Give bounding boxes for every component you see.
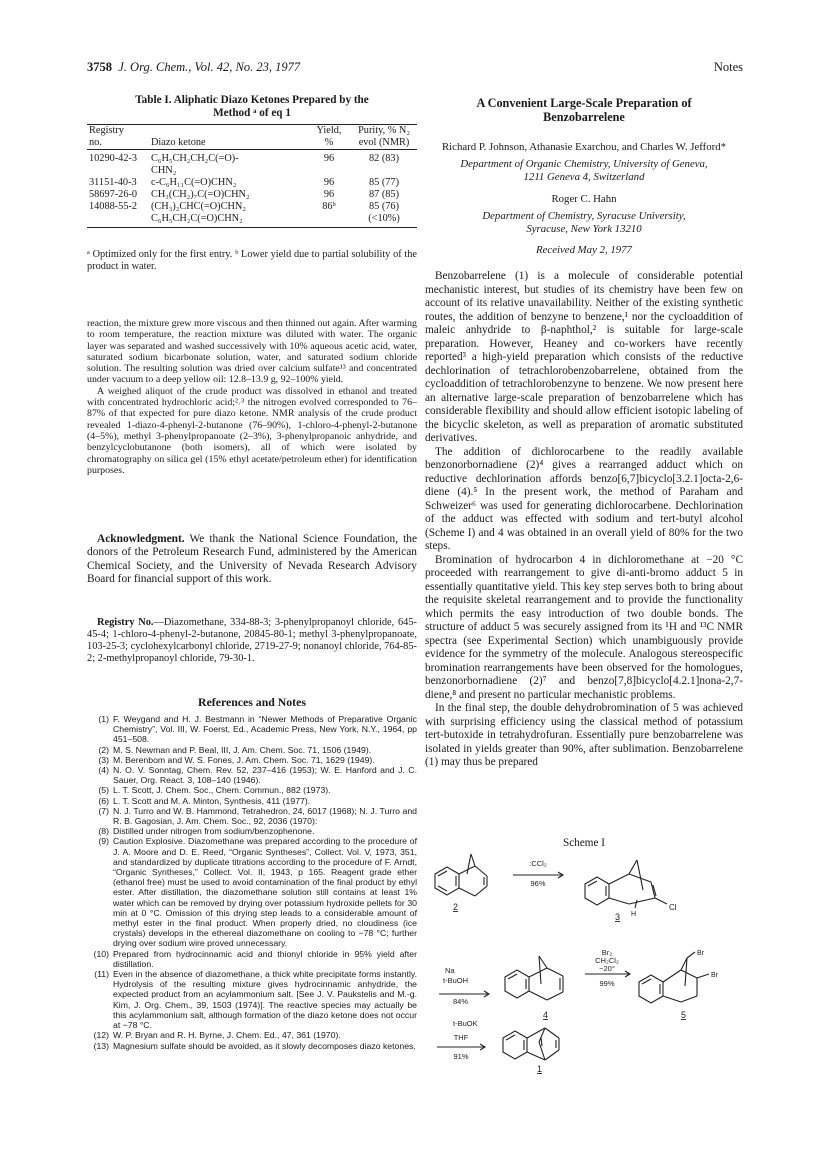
reference-text: L. T. Scott and M. A. Minton, Synthesis, 411 (1977). bbox=[113, 795, 311, 806]
registry-cell: 10290-42-3 bbox=[89, 153, 138, 164]
reference-number: (11) bbox=[94, 969, 109, 980]
col-header-yield-unit: % bbox=[307, 137, 351, 150]
yield-label: 99% bbox=[599, 979, 615, 988]
reference-text: Magnesium sulfate should be avoided, as it slowly decomposes diazo ketones. bbox=[113, 1040, 416, 1051]
purity-cell bbox=[351, 165, 417, 177]
structure-4 bbox=[505, 956, 563, 1000]
compound-label-1: 1 bbox=[537, 1064, 543, 1074]
journal-citation: J. Org. Chem., Vol. 42, No. 23, 1977 bbox=[118, 60, 301, 74]
reference-text: Caution Explosive. Diazomethane was prepared according to the procedure of J. A. Moore and D. E. Reed, “Organic Syntheses”, Collect. Vol. V, 1973, 351, and standardized by duplicate titrations according to the procedure of F. Arndt, “Organic Syntheses,” Collect. Vol. II, 1943, p 165. Reagent grade ether (ethanol free) must be used to avoid contamination of the final product by ethyl ester. After distillation, the diazomethane solution still contains at least 1% water which can be removed by drying over potassium hydroxide pellets for 30 min at 0 °C. Omission of this drying step leads to a considerable amount of methyl ester in the final product. When properly dried, no cloudiness (ice crystals) develops in the ethereal diazomethane on cooling to −78 °C; further drying over sodium wire proved unnecessary. bbox=[113, 836, 417, 949]
purity-cell: (<10%) bbox=[351, 213, 417, 228]
reference-item bbox=[87, 806, 417, 826]
reagent-label: :CCl₂ bbox=[529, 859, 547, 868]
table-row bbox=[87, 213, 417, 228]
table-title-line1: Table I. Aliphatic Diazo Ketones Prepared by the bbox=[135, 94, 369, 106]
purity-cell: 85 (76) bbox=[368, 201, 400, 212]
reference-number: (8) bbox=[98, 826, 109, 837]
paragraph: reaction, the mixture grew more viscous and then thinned out again. After warming to room temperature, the reaction mixture was diluted with water. The organic layer was separated and washed successively with 10% aqueous acetic acid, water, saturated sodium bicarbonate solution, water, and saturated sodium chloride solution. The resulting solution was dried over calcium sulfate¹³ and concentrated under vacuum to a deep yellow oil: 12.8–13.9 g, 92–100% yield. bbox=[87, 318, 417, 386]
table-row bbox=[87, 189, 417, 201]
yield-label: 84% bbox=[453, 997, 469, 1006]
purity-cell: 85 (77) bbox=[368, 177, 400, 188]
structure-3 bbox=[585, 860, 667, 908]
reference-item bbox=[87, 969, 417, 1030]
registry-text: —Diazomethane, 334-88-3; 3-phenylpropanoyl chloride, 645-45-4; 1-chloro-4-phenyl-2-butanone, 20845-80-1; methyl 3-phenylpropanoate, 103-25-3; cyclohexylcarbonyl chloride, 2719-27-9; nonanoyl chloride, 764-85-2; 2-methylpropanoyl chloride, 79-30-1. bbox=[87, 617, 417, 664]
chloro-label: Cl bbox=[669, 903, 677, 912]
references-list bbox=[87, 714, 417, 1051]
reference-number: (3) bbox=[98, 754, 109, 765]
reference-number: (2) bbox=[98, 744, 109, 755]
table-footnote: ᵃ Optimized only for the first entry. ᵇ Lower yield due to partial solubility of the product in water. bbox=[87, 249, 417, 272]
reference-number: (6) bbox=[98, 795, 109, 806]
reference-number: (10) bbox=[93, 948, 109, 959]
reference-number: (4) bbox=[98, 765, 109, 776]
reference-item bbox=[87, 755, 417, 765]
registry-label: Registry No. bbox=[97, 617, 154, 628]
reference-item bbox=[87, 714, 417, 745]
registry-cell: 58697-26-0 bbox=[89, 189, 138, 200]
ketone-cell: CHN₂ bbox=[151, 165, 177, 176]
diazo-ketones-table bbox=[87, 124, 417, 228]
section-label: Notes bbox=[713, 60, 743, 74]
reference-text: Prepared from hydrocinnamic acid and thionyl chloride in 95% yield after distillation. bbox=[113, 948, 417, 969]
reference-item bbox=[87, 949, 417, 969]
yield-label: 91% bbox=[453, 1052, 469, 1061]
ketone-cell: c-C₆H₁₁C(=O)CHN₂ bbox=[151, 177, 237, 188]
col-header-ketone: Diazo ketone bbox=[149, 137, 307, 150]
compound-label-3: 3 bbox=[615, 912, 621, 922]
acknowledgment bbox=[87, 533, 417, 587]
table-row bbox=[87, 150, 417, 166]
reference-item bbox=[87, 1041, 417, 1051]
yield-label: 96% bbox=[530, 879, 546, 888]
yield-cell: 96 bbox=[323, 177, 335, 188]
compound-label-5: 5 bbox=[681, 1010, 687, 1020]
reference-text: W. P. Bryan and R. H. Byrne, J. Chem. Ed., 47, 361 (1970). bbox=[113, 1030, 341, 1041]
col-header-yield: Yield, bbox=[307, 125, 351, 138]
col-header-ketone-spacer bbox=[149, 125, 307, 138]
reference-item bbox=[87, 836, 417, 948]
paragraph: The addition of dichlorocarbene to the readily available benzonorbornadiene (2)⁴ gives a rearranged adduct which on reductive dechlorination affords benzo[6,7]bicyclo[3.2.1]octa-2,6-diene (4).⁵ In the present work, the method of Paraham and Schweizer⁶ was used for generating dichlorocarbene. Dechlorination of the adduct was effected with sodium and tert-butyl alcohol (Scheme I) and 4 was obtained in an overall yield of 80% for the two steps. bbox=[425, 445, 743, 552]
reference-text: M. Berenbom and W. S. Fones, J. Am. Chem. Soc. 71, 1629 (1949). bbox=[113, 754, 375, 765]
registry-cell bbox=[87, 213, 149, 228]
reagent-label: t-BuOK bbox=[453, 1019, 478, 1028]
reference-text: Distilled under nitrogen from sodium/benzophenone. bbox=[113, 826, 315, 837]
ketone-cell: (CH₃)₂CHC(=O)CHN₂ bbox=[151, 201, 246, 212]
paragraph: Bromination of hydrocarbon 4 in dichloromethane at −20 °C proceeded with rearrangement to give di-anti-bromo adduct 5 in essentially quantitative yield. This key step serves both to bring about the requisite skeletal rearrangement and to provide the functionality which permits the easy introduction of two double bonds. The structure of adduct 5 was securely assigned from its ¹H and ¹³C NMR spectra (see Experimental Section) which unambiguously provide evidence for the symmetry of the molecule. Analogous stereospecific bromination rearrangements have been observed for the homologues, benzonorbornadiene (2)⁷ and benzo[7,8]bicyclo[4.2.1]nona-2,7-diene,⁸ and present no particular mechanistic problems. bbox=[425, 553, 743, 701]
col-header-registry: Registry bbox=[87, 125, 149, 138]
reference-number: (5) bbox=[98, 785, 109, 796]
structure-2 bbox=[435, 854, 487, 896]
reference-text: Even in the absence of diazomethane, a thick white precipitate forms instantly. Hydrolysis of the resulting mixture gives hydrocinnamic anhydride, the expected product from an acylammonium salt. [See J. V. Paukstelis and M.-g. Kim, J. Org. Chem., 39, 1503 (1974)]. The reactive species may actually be this acylammonium salt, although formation of the diazo ketone does not occur at −78 °C. bbox=[113, 969, 417, 1031]
reference-item bbox=[87, 826, 417, 836]
affiliation-line: 1211 Geneva 4, Switzerland bbox=[523, 170, 645, 183]
table-header-row bbox=[87, 137, 417, 150]
acknowledgment-text: We thank the National Science Foundation, the donors of the Petroleum Research Fund, administered by the American Chemical Society, and the University of Nevada Research Advisory Board for financial support of this work. bbox=[87, 533, 417, 586]
paragraph: Benzobarrelene (1) is a molecule of considerable potential mechanistic interest, but studies of its chemistry have been few on account of its relative unavailability. Neither of the existing synthetic routes, the addition of benzyne to benzene,¹ nor the cycloaddition of maleic anhydride to β-naphthol,² is suitable for large-scale preparation. However, Heaney and co-workers have recently reported³ a high-yield preparation which consists of the reductive dechlorination of tetrachlorobenzobarrelene, obtained from the cycloaddition of tetrachlorobenzyne to benzene. We now present here an alternative large-scale preparation of benzobarrelene which has considerable flexibility and should allow efficient isotopic labeling of the bicyclic skeleton, as well as preparation of aromatic substituted derivatives. bbox=[425, 270, 743, 444]
affiliation-line: Department of Chemistry, Syracuse University, bbox=[482, 210, 686, 222]
second-author: Roger C. Hahn bbox=[551, 193, 617, 205]
reference-item bbox=[87, 765, 417, 785]
bromo-label: Br bbox=[711, 972, 718, 979]
registry-numbers bbox=[87, 617, 417, 665]
reference-item bbox=[87, 745, 417, 755]
ketone-cell: C₆H₅CH₂C(=O)CHN₂ bbox=[149, 213, 307, 228]
table-title-line2: Method ᵃ of eq 1 bbox=[213, 107, 291, 119]
experimental-text bbox=[87, 318, 417, 476]
affiliation-line: Syracuse, New York 13210 bbox=[526, 222, 642, 235]
registry-cell: 14088-55-2 bbox=[89, 201, 138, 212]
hydrogen-label: H bbox=[631, 911, 637, 918]
references-heading: References and Notes bbox=[198, 695, 306, 709]
table-title bbox=[87, 94, 417, 120]
reference-number: (1) bbox=[98, 714, 109, 724]
reagent-label: CH₂Cl₂ bbox=[595, 956, 619, 965]
reference-number: (7) bbox=[98, 805, 109, 816]
registry-cell bbox=[87, 165, 149, 177]
compound-label-4: 4 bbox=[543, 1010, 549, 1020]
scheme-title: Scheme I bbox=[563, 837, 605, 849]
reference-item bbox=[87, 785, 417, 795]
reference-item bbox=[87, 796, 417, 806]
reagent-label: Br₂ bbox=[601, 948, 613, 957]
yield-cell bbox=[307, 213, 351, 228]
col-header-purity-method: evol (NMR) bbox=[351, 137, 417, 150]
col-header-registry-no: no. bbox=[87, 137, 149, 150]
ketone-cell: C₆H₅CH₂CH₂C(=O)- bbox=[151, 153, 239, 164]
reagent-label: t-BuOH bbox=[443, 976, 469, 985]
registry-cell: 31151-40-3 bbox=[89, 177, 137, 188]
received-date: Received May 2, 1977 bbox=[536, 244, 632, 256]
running-header-left bbox=[87, 60, 300, 75]
table-row bbox=[87, 165, 417, 177]
affiliation-geneva bbox=[425, 158, 743, 183]
reference-number: (9) bbox=[98, 836, 109, 847]
compound-label-2: 2 bbox=[453, 902, 459, 912]
reference-text: F. Weygand and H. J. Bestmann in “Newer Methods of Preparative Organic Chemistry”, Vol. III, W. Foerst, Ed., Academic Press, New York, N.Y., 1964, pp 451–508. bbox=[113, 714, 417, 745]
yield-cell: 96 bbox=[323, 153, 335, 164]
article-body bbox=[425, 270, 743, 770]
reference-number: (13) bbox=[93, 1040, 109, 1051]
structure-5 bbox=[639, 952, 709, 1003]
article-title-line1: A Convenient Large-Scale Preparation of bbox=[476, 96, 692, 110]
purity-cell: 82 (83) bbox=[368, 153, 400, 164]
table-row bbox=[87, 177, 417, 189]
reference-text: L. T. Scott, J. Chem. Soc., Chem. Commun., 882 (1973). bbox=[113, 785, 331, 796]
bromo-label: Br bbox=[697, 950, 704, 957]
reference-text: N. J. Turro and W. B. Hammond, Tetrahedron, 24, 6017 (1968); N. J. Turro and R. B. Gagosian, J. Am. Chem. Soc., 92, 2036 (1970): bbox=[113, 805, 417, 827]
col-header-purity: Purity, % N₂ bbox=[351, 125, 417, 138]
ketone-cell: CH₃(CH₂)₇C(=O)CHN₂ bbox=[151, 189, 250, 200]
structure-1 bbox=[503, 1028, 559, 1060]
reference-text: N. O. V. Sonntag, Chem. Rev. 52, 237–416 (1953); W. E. Hanford and J. C. Sauer, Org. React. 3, 108–140 (1946). bbox=[113, 765, 417, 786]
article-title bbox=[425, 96, 743, 124]
reference-number: (12) bbox=[93, 1030, 109, 1041]
yield-cell: 96 bbox=[323, 189, 335, 200]
reference-item bbox=[87, 1030, 417, 1040]
paragraph: A weighed aliquot of the crude product was dissolved in ethanol and treated with concentrated hydrochloric acid;²˒³ the nitrogen evolved corresponded to 76–87% of that expected for pure diazo ketone. NMR analysis of the crude product revealed 1-diazo-4-phenyl-2-butanone (76–90%), 1-chloro-4-phenyl-2-butanone (4–5%), methyl 3-phenylpropanoate (2–3%), 3-phenylpropanoic anhydride, and benzylcyclobutanone (both isomers), all of which were isolated by chromatography on silica gel (15% ethyl acetate/petroleum ether) for identification purposes. bbox=[87, 385, 417, 476]
paragraph: In the final step, the double dehydrobromination of 5 was achieved with surprising efficiency using the classical method of potassium tert-butoxide in tetrahydrofuran. Essentially pure benzobarrelene was isolated in yields greater than 90%, after sublimation. Benzobarrelene (1) may thus be prepared bbox=[425, 702, 743, 768]
purity-cell: 87 (85) bbox=[368, 189, 400, 200]
page-number: 3758 bbox=[87, 60, 112, 74]
article-authors: Richard P. Johnson, Athanasie Exarchou, and Charles W. Jefford* bbox=[441, 141, 727, 153]
table-header-row bbox=[87, 125, 417, 138]
affiliation-line: Department of Organic Chemistry, University of Geneva, bbox=[460, 158, 708, 170]
yield-cell bbox=[307, 165, 351, 177]
table-row bbox=[87, 201, 417, 213]
acknowledgment-label: Acknowledgment. bbox=[97, 533, 185, 545]
affiliation-syracuse bbox=[425, 210, 743, 235]
reference-text: M. S. Newman and P. Beal, III, J. Am. Chem. Soc. 71, 1506 (1949). bbox=[113, 744, 372, 755]
temperature-label: −20° bbox=[599, 964, 615, 973]
reagent-label: Na bbox=[445, 966, 455, 975]
yield-cell: 86ᵇ bbox=[322, 201, 336, 212]
article-title-line2: Benzobarrelene bbox=[543, 110, 625, 124]
scheme-i-diagram bbox=[425, 852, 745, 1074]
reagent-label: THF bbox=[453, 1033, 469, 1042]
